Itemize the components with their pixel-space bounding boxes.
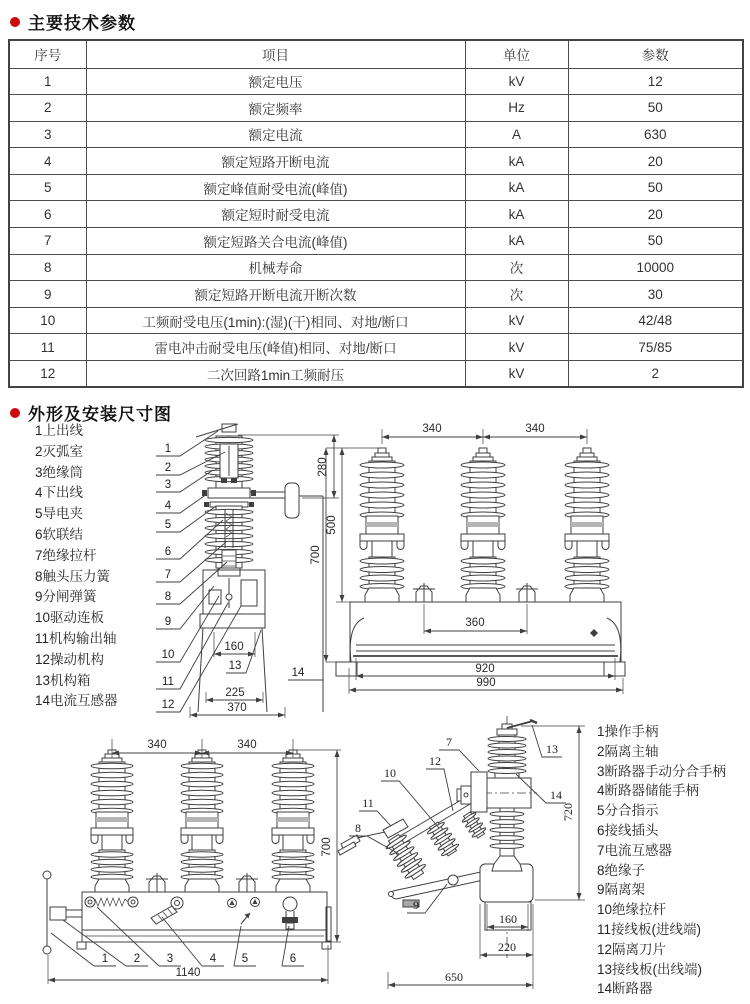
callout-number: 7 bbox=[446, 735, 452, 749]
legend-item: 9隔离架 bbox=[597, 882, 646, 898]
dim-label: 340 bbox=[147, 739, 167, 751]
callout-number-box: 13 bbox=[228, 660, 242, 672]
dim-label: 160 bbox=[499, 912, 517, 926]
callout-number: 2 bbox=[133, 953, 141, 965]
table-row bbox=[9, 174, 743, 201]
legend-item: 10绝缘拉杆 bbox=[597, 902, 667, 918]
cell-item: 额定短路关合电流(峰值) bbox=[86, 228, 465, 255]
callout-number: 14 bbox=[550, 788, 562, 802]
params-section-title bbox=[0, 0, 750, 39]
cell-no: 5 bbox=[9, 174, 86, 201]
table-row bbox=[9, 95, 743, 122]
cell-unit: kV bbox=[465, 361, 568, 388]
cell-value: 10000 bbox=[568, 254, 743, 281]
legend-item: 7绝缘拉杆 bbox=[35, 547, 97, 563]
cell-value: 20 bbox=[568, 148, 743, 175]
callout-number: 1 bbox=[164, 443, 172, 455]
cell-no: 2 bbox=[9, 95, 86, 122]
cell-unit: kV bbox=[465, 307, 568, 334]
dim-label: 340 bbox=[525, 423, 545, 435]
cell-value: 2 bbox=[568, 361, 743, 388]
callout-numbers bbox=[162, 443, 175, 711]
table-row bbox=[9, 148, 743, 175]
legend-item: 12操动机构 bbox=[35, 651, 105, 667]
dim-label: 160 bbox=[224, 641, 244, 653]
cell-unit: 次 bbox=[465, 281, 568, 308]
col-header-item: 项目 bbox=[86, 40, 465, 68]
legend-item: 7电流互感器 bbox=[597, 842, 673, 858]
callout-number: 12 bbox=[161, 699, 175, 711]
callout-number-ct: 14 bbox=[291, 667, 305, 679]
dim-label: 1140 bbox=[175, 967, 201, 979]
legend-item: 4下出线 bbox=[35, 485, 84, 501]
cell-no: 10 bbox=[9, 307, 86, 334]
drawing-breaker-front-view bbox=[310, 412, 645, 700]
legend-item: 14电流互感器 bbox=[35, 693, 118, 709]
params-title-text: 主要技术参数 bbox=[28, 14, 136, 33]
cell-value: 20 bbox=[568, 201, 743, 228]
legend-item: 11接线板(进线端) bbox=[597, 921, 702, 937]
tech-params-table bbox=[8, 39, 744, 388]
dim-label: 360 bbox=[465, 617, 485, 629]
col-header-unit: 单位 bbox=[465, 40, 568, 68]
legend-item: 1操作手柄 bbox=[597, 724, 659, 739]
cell-value: 42/48 bbox=[568, 307, 743, 334]
legend-item: 2灭弧室 bbox=[35, 443, 84, 459]
cell-value: 630 bbox=[568, 121, 743, 148]
cell-unit: kA bbox=[465, 174, 568, 201]
legend-right bbox=[597, 722, 726, 999]
outline-title-text: 外形及安装尺寸图 bbox=[28, 405, 172, 425]
disconnector-arm bbox=[338, 793, 488, 883]
dim-label: 225 bbox=[225, 687, 245, 699]
cell-no: 11 bbox=[9, 334, 86, 361]
cell-item: 额定电流 bbox=[86, 121, 465, 148]
callout-number: 7 bbox=[164, 569, 172, 581]
table-row bbox=[9, 228, 743, 255]
cell-item: 二次回路1min工频耐压 bbox=[86, 361, 465, 388]
legend-item: 2隔离主轴 bbox=[597, 743, 659, 759]
cell-value: 50 bbox=[568, 95, 743, 122]
callout-number: 3 bbox=[166, 953, 174, 965]
cell-no: 4 bbox=[9, 148, 86, 175]
red-bullet-icon bbox=[10, 17, 20, 27]
legend-item: 9分闸弹簧 bbox=[35, 589, 97, 605]
callout-number: 11 bbox=[162, 676, 174, 688]
cell-value: 12 bbox=[568, 68, 743, 95]
breaker-and-ct bbox=[457, 720, 537, 812]
legend-item: 11机构输出轴 bbox=[35, 630, 117, 646]
table-row bbox=[9, 334, 743, 361]
callout-number: 3 bbox=[164, 479, 172, 491]
dim-label: 920 bbox=[475, 663, 495, 675]
callout-number: 9 bbox=[164, 616, 172, 628]
dim-label: 340 bbox=[237, 739, 257, 751]
legend-item: 4断路器储能手柄 bbox=[597, 783, 700, 799]
callout-number: 5 bbox=[164, 519, 172, 531]
legend-item: 5分合指示 bbox=[597, 803, 659, 819]
dim-label: 340 bbox=[422, 423, 442, 435]
dim-label: 990 bbox=[476, 677, 496, 689]
cell-item: 工频耐受电压(1min):(湿)(干)相同、对地/断口 bbox=[86, 307, 465, 334]
callout-number: 10 bbox=[384, 766, 396, 780]
cell-unit: Hz bbox=[465, 95, 568, 122]
table-row bbox=[9, 361, 743, 388]
cell-value: 50 bbox=[568, 228, 743, 255]
legend-item: 12隔离刀片 bbox=[597, 941, 667, 957]
cell-item: 机械寿命 bbox=[86, 254, 465, 281]
callout-number: 4 bbox=[209, 953, 217, 965]
cell-item: 额定短时耐受电流 bbox=[86, 201, 465, 228]
cell-unit: kV bbox=[465, 334, 568, 361]
dim-label: 700 bbox=[321, 837, 333, 857]
cell-unit: kA bbox=[465, 201, 568, 228]
table-row bbox=[9, 121, 743, 148]
cell-no: 9 bbox=[9, 281, 86, 308]
dim-label: 280 bbox=[317, 457, 329, 477]
drawing-assembly-side-view bbox=[333, 708, 598, 1004]
cell-item: 额定短路开断电流 bbox=[86, 148, 465, 175]
box-components bbox=[85, 897, 298, 929]
cell-item: 额定峰值耐受电流(峰值) bbox=[86, 174, 465, 201]
legend-item: 14断路器 bbox=[597, 981, 653, 997]
cell-unit: kA bbox=[465, 228, 568, 255]
callout-number: 6 bbox=[164, 546, 172, 558]
insulator-poles bbox=[360, 448, 609, 602]
callouts bbox=[51, 907, 304, 966]
legend-item: 8绝缘子 bbox=[597, 862, 646, 878]
cell-item: 额定频率 bbox=[86, 95, 465, 122]
cell-no: 1 bbox=[9, 68, 86, 95]
cell-item: 额定电压 bbox=[86, 68, 465, 95]
callout-number: 13 bbox=[546, 742, 558, 756]
cell-no: 12 bbox=[9, 361, 86, 388]
callout-number: 11 bbox=[362, 796, 374, 810]
callout-number: 6 bbox=[289, 953, 297, 965]
dim-label: 700 bbox=[310, 545, 322, 565]
callout-number: 8 bbox=[355, 821, 361, 835]
legend-item: 13接线板(出线端) bbox=[597, 961, 703, 977]
callout-number: 12 bbox=[429, 754, 441, 768]
col-header-value: 参数 bbox=[568, 40, 743, 68]
dim-label: 650 bbox=[445, 970, 463, 984]
cell-unit: 次 bbox=[465, 254, 568, 281]
cell-no: 8 bbox=[9, 254, 86, 281]
cell-unit: kA bbox=[465, 148, 568, 175]
table-row bbox=[9, 201, 743, 228]
table-header-row bbox=[9, 40, 743, 68]
callout-number: 10 bbox=[161, 649, 175, 661]
legend-item: 6软联结 bbox=[35, 526, 84, 542]
table-row bbox=[9, 254, 743, 281]
callout-number: 1 bbox=[101, 953, 109, 965]
cell-unit: kV bbox=[465, 68, 568, 95]
cell-no: 3 bbox=[9, 121, 86, 148]
cell-value: 50 bbox=[568, 174, 743, 201]
callout-number: 4 bbox=[164, 500, 172, 512]
dim-label: 370 bbox=[227, 702, 247, 714]
col-header-no: 序号 bbox=[9, 40, 86, 68]
legend-item: 10驱动连板 bbox=[35, 610, 105, 626]
cell-no: 7 bbox=[9, 228, 86, 255]
legend-item: 3断路器手动分合手柄 bbox=[597, 763, 727, 779]
table-row bbox=[9, 307, 743, 334]
legend-item: 1上出线 bbox=[35, 423, 84, 438]
cell-item: 额定短路开断电流开断次数 bbox=[86, 281, 465, 308]
legend-item: 13机构箱 bbox=[35, 672, 91, 688]
cell-unit: A bbox=[465, 121, 568, 148]
legend-item: 8触头压力簧 bbox=[35, 568, 111, 584]
dim-label: 500 bbox=[326, 515, 338, 535]
insulator-poles bbox=[91, 750, 314, 892]
table-row bbox=[9, 281, 743, 308]
callout-number: 2 bbox=[164, 462, 172, 474]
cell-value: 30 bbox=[568, 281, 743, 308]
legend-left bbox=[35, 421, 118, 712]
callout-number: 9 bbox=[413, 898, 419, 912]
cell-item: 雷电冲击耐受电压(峰值)相同、对地/断口 bbox=[86, 334, 465, 361]
callout-number: 5 bbox=[241, 953, 249, 965]
legend-item: 6接线插头 bbox=[597, 822, 659, 838]
drawing-assembly-front-view bbox=[25, 726, 343, 1004]
cell-no: 6 bbox=[9, 201, 86, 228]
dim-label: 720 bbox=[561, 803, 575, 821]
dim-label: 220 bbox=[498, 940, 516, 954]
dimensions bbox=[388, 726, 585, 989]
legend-item: 5导电夹 bbox=[35, 506, 84, 522]
legend-item: 3绝缘筒 bbox=[35, 464, 84, 480]
table-row bbox=[9, 68, 743, 95]
dimension-drawings-area bbox=[0, 410, 750, 1004]
cell-value: 75/85 bbox=[568, 334, 743, 361]
callout-number: 8 bbox=[164, 591, 172, 603]
